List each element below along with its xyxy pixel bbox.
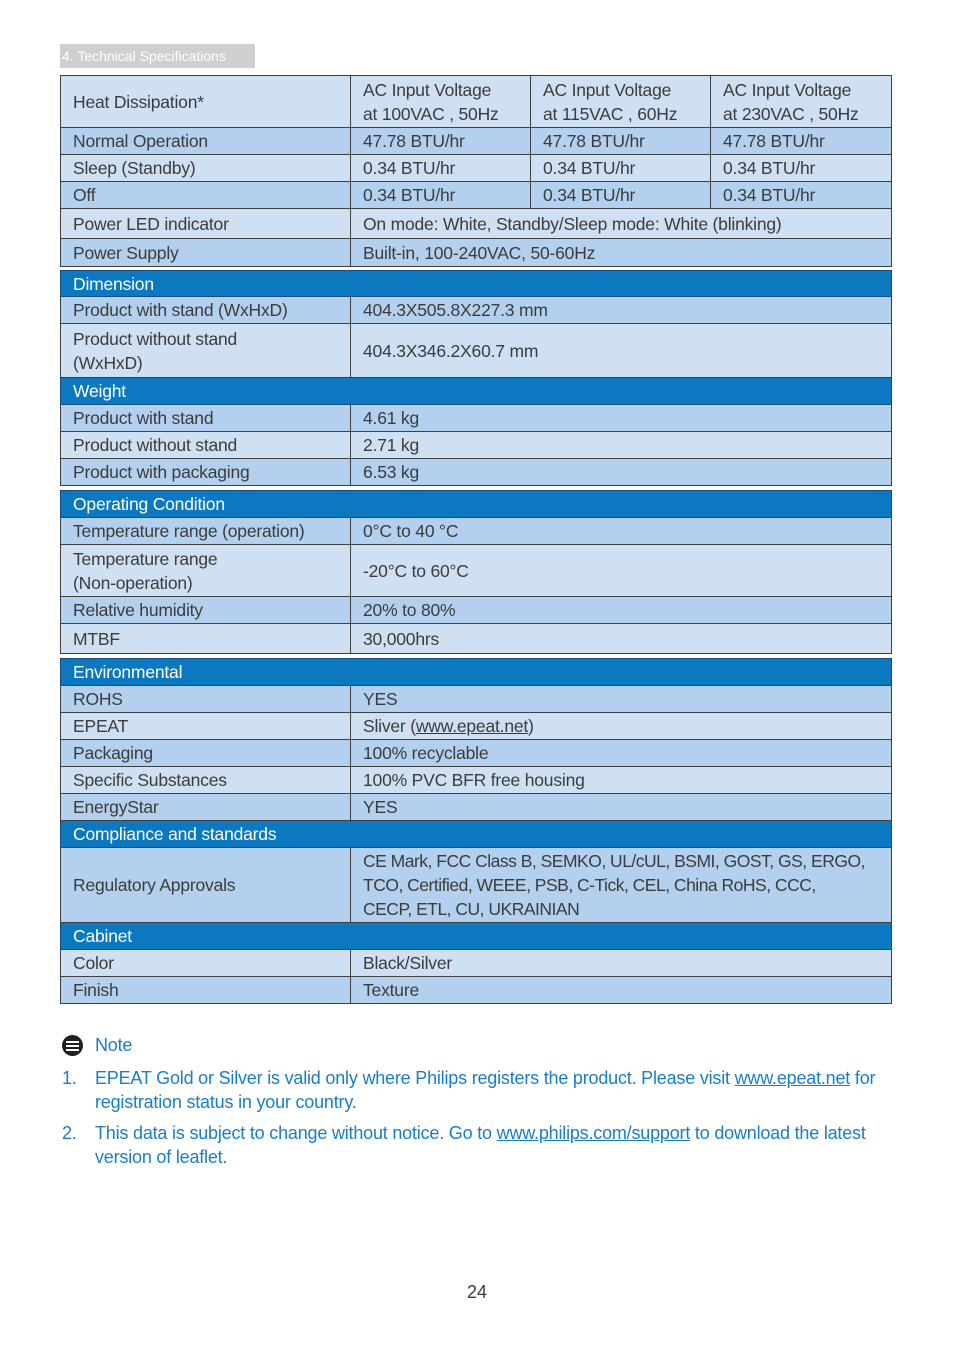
row-label: EPEAT [61,713,351,740]
row-label: Product with packaging [61,459,351,486]
row-label: ROHS [61,686,351,713]
row-label: Finish [61,977,351,1004]
environmental-table [60,658,892,1004]
note-item [62,1066,892,1114]
row-value: YES [351,686,892,713]
row-value: 0.34 BTU/hr [531,182,711,209]
row-label: Normal Operation [61,128,351,155]
table-row [61,545,892,597]
row-label: EnergyStar [61,794,351,821]
note-block [62,1031,892,1169]
row-value: Black/Silver [351,950,892,977]
table-row [61,767,892,794]
row-label: Temperature range (operation) [61,518,351,545]
row-value: 0.34 BTU/hr [351,182,531,209]
note-text: EPEAT Gold or Silver is valid only where Philips registers the product. Please visit www.epeat.net for registration status in your country. [95,1068,876,1112]
epeat-link[interactable]: www.epeat.net [734,1068,851,1088]
power-spec-table [60,75,892,267]
row-value: 20% to 80% [351,597,892,624]
row-value: On mode: White, Standby/Sleep mode: White (blinking) [351,209,892,239]
row-value: Sliver (www.epeat.net) [351,713,892,740]
row-value: Built-in, 100-240VAC, 50-60Hz [351,239,892,267]
table-row [61,950,892,977]
row-label: Relative humidity [61,597,351,624]
row-value: 2.71 kg [351,432,892,459]
row-value: YES [351,794,892,821]
table-row [61,128,892,155]
section-header: Operating Condition [61,491,892,518]
section-header-row [61,659,892,686]
note-item [62,1121,892,1169]
table-row [61,405,892,432]
table-row [61,686,892,713]
row-value: 404.3X505.8X227.3 mm [351,297,892,324]
heat-dissipation-header-row [61,76,892,128]
section-header: Dimension [61,271,892,297]
section-header: Environmental [61,659,892,686]
row-label: Product without stand (WxHxD) [61,324,351,378]
note-number: 1. [62,1068,77,1088]
philips-support-link[interactable]: www.philips.com/support [496,1123,691,1143]
page-number: 24 [466,1282,488,1302]
section-header-row [61,271,892,297]
table-row [61,182,892,209]
table-row [61,239,892,267]
section-title: 4. Technical Specifications [60,44,255,68]
note-header [62,1031,892,1059]
section-header-row [61,491,892,518]
section-header: Cabinet [61,923,892,950]
row-label: Product with stand [61,405,351,432]
voltage-100-header: AC Input Voltage at 100VAC , 50Hz [351,76,531,128]
note-icon [62,1035,83,1056]
table-row [61,518,892,545]
row-value: 0.34 BTU/hr [531,155,711,182]
table-row [61,740,892,767]
voltage-230-header: AC Input Voltage at 230VAC , 50Hz [711,76,892,128]
row-label: Power Supply [61,239,351,267]
row-label: Product with stand (WxHxD) [61,297,351,324]
row-value: 0.34 BTU/hr [711,182,892,209]
table-row [61,624,892,654]
row-value: 100% PVC BFR free housing [351,767,892,794]
note-text: This data is subject to change without notice. Go to www.philips.com/support to download the latest version of leaflet. [95,1123,866,1167]
row-label: Off [61,182,351,209]
row-value: 47.78 BTU/hr [711,128,892,155]
row-value: 6.53 kg [351,459,892,486]
table-row [61,713,892,740]
operating-condition-table [60,490,892,654]
note-number: 2. [62,1123,77,1143]
row-label: Packaging [61,740,351,767]
row-value: 47.78 BTU/hr [531,128,711,155]
table-row [61,209,892,239]
section-header-row [61,923,892,950]
section-header-row [61,821,892,848]
table-row [61,459,892,486]
row-label: Sleep (Standby) [61,155,351,182]
epeat-link[interactable]: www.epeat.net [415,716,529,736]
section-header: Compliance and standards [61,821,892,848]
voltage-115-header: AC Input Voltage at 115VAC , 60Hz [531,76,711,128]
row-label: Power LED indicator [61,209,351,239]
row-value: Texture [351,977,892,1004]
row-value: 0.34 BTU/hr [351,155,531,182]
table-row [61,324,892,378]
row-value: CE Mark, FCC Class B, SEMKO, UL/cUL, BSMI, GOST, GS, ERGO, TCO, Certified, WEEE, PSB, C-Tick, CEL, China RoHS, CCC, CECP, ETL, CU, UKRAINIAN [351,848,892,923]
section-header: Weight [61,378,892,405]
row-label: Color [61,950,351,977]
row-value: 404.3X346.2X60.7 mm [351,324,892,378]
row-value: 100% recyclable [351,740,892,767]
section-header-row [61,378,892,405]
table-row [61,794,892,821]
row-label: Temperature range (Non-operation) [61,545,351,597]
heat-dissipation-label: Heat Dissipation* [61,76,351,128]
row-value: -20°C to 60°C [351,545,892,597]
row-label: MTBF [61,624,351,654]
table-row [61,977,892,1004]
dimension-weight-table [60,270,892,486]
note-title: Note [95,1034,133,1055]
row-value: 0.34 BTU/hr [711,155,892,182]
row-label: Regulatory Approvals [61,848,351,923]
row-value: 30,000hrs [351,624,892,654]
table-row [61,432,892,459]
row-label: Specific Substances [61,767,351,794]
row-value: 47.78 BTU/hr [351,128,531,155]
row-label: Product without stand [61,432,351,459]
row-value: 4.61 kg [351,405,892,432]
table-row [61,297,892,324]
table-row [61,848,892,923]
table-row [61,597,892,624]
table-row [61,155,892,182]
row-value: 0°C to 40 °C [351,518,892,545]
